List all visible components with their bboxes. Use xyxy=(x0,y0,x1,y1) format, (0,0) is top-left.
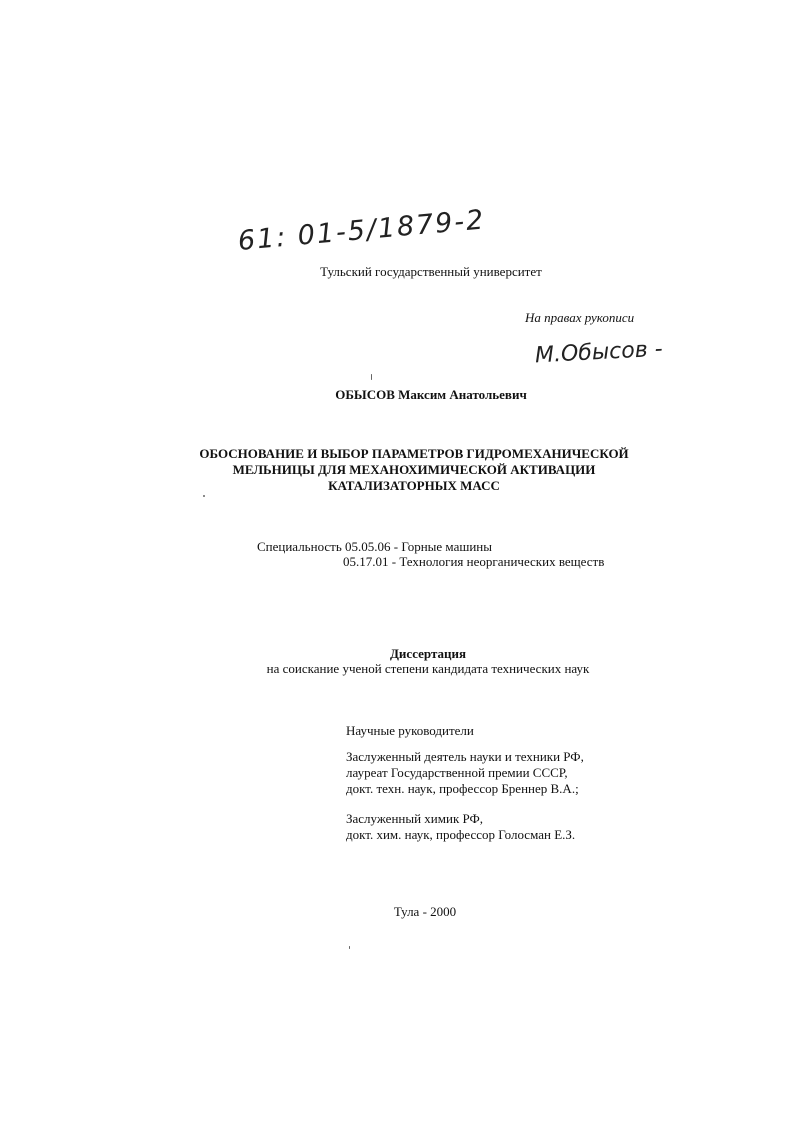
manuscript-rights-note: На правах рукописи xyxy=(525,310,635,325)
speck-mark xyxy=(203,495,205,497)
title-line-2: МЕЛЬНИЦЫ ДЛЯ МЕХАНОХИМИЧЕСКОЙ АКТИВАЦИИ xyxy=(232,462,596,477)
supervisor-2-line-1: Заслуженный химик РФ, xyxy=(346,811,484,826)
supervisors-heading: Научные руководители xyxy=(346,723,474,738)
dissertation-subtitle: на соискание ученой степени кандидата технических наук xyxy=(266,661,590,676)
title-line-3: КАТАЛИЗАТОРНЫХ МАСС xyxy=(328,478,500,493)
supervisor-1-line-3: докт. техн. наук, профессор Бреннер В.А.; xyxy=(346,781,579,796)
supervisor-1-line-1: Заслуженный деятель науки и техники РФ, xyxy=(346,749,584,764)
place-and-year: Тула - 2000 xyxy=(393,904,457,919)
dissertation-heading: Диссертация xyxy=(389,646,467,661)
specialty-line-2: 05.17.01 - Технология неорганических веществ xyxy=(343,554,605,569)
supervisor-1-line-2: лауреат Государственной премии СССР, xyxy=(346,765,568,780)
supervisor-2-line-2: докт. хим. наук, профессор Голосман Е.З. xyxy=(346,827,576,842)
speck-mark xyxy=(371,374,372,380)
speck-mark xyxy=(349,946,350,949)
handwritten-archive-number: 61: 01-5/1879-2 xyxy=(236,204,487,257)
author-signature: М.Обысов - xyxy=(534,336,664,369)
university-name: Тульский государственный университет xyxy=(320,264,542,279)
title-line-1: ОБОСНОВАНИЕ И ВЫБОР ПАРАМЕТРОВ ГИДРОМЕХАНИЧЕСКОЙ xyxy=(199,446,629,461)
specialty-line-1: Специальность 05.05.06 - Горные машины xyxy=(257,539,493,554)
author-name: ОБЫСОВ Максим Анатольевич xyxy=(335,387,527,402)
